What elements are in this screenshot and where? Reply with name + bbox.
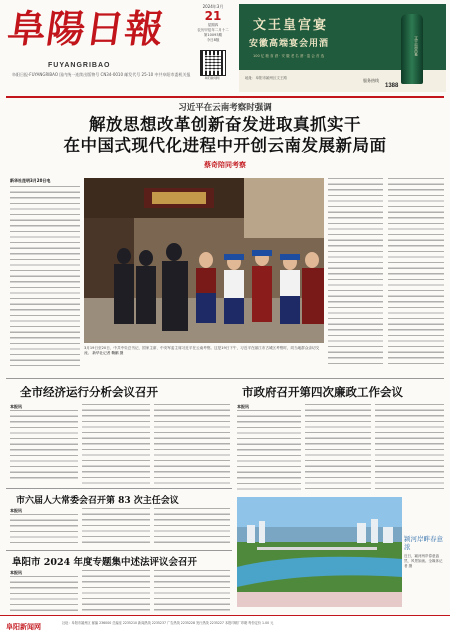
- footer-logo[interactable]: 阜阳新闻网: [6, 623, 41, 631]
- river-photo-caption: 近日，颍河两岸春意盎然，风景如画。全媒体记者 摄: [404, 554, 443, 568]
- lead-headline-line-2: 在中国式现代化进程中开创云南发展新局面: [63, 136, 387, 155]
- photo-credit: 新华社记者 鞠鹏 摄: [92, 351, 124, 355]
- section-divider: [6, 378, 444, 379]
- text-filler: [10, 410, 78, 482]
- advertisement[interactable]: [239, 4, 446, 92]
- lead-column-right-1: [328, 178, 383, 368]
- section-divider: [6, 550, 232, 551]
- qr-code-icon[interactable]: [200, 50, 226, 76]
- bottle-icon: [401, 14, 423, 84]
- npc-dateline: 本报讯: [10, 508, 22, 513]
- ad-tagline: 100 亿 粮 食 酒 · 安 徽 老 名 酒 · 宴 会 首 选: [253, 54, 325, 58]
- economy-col-1: [10, 404, 78, 484]
- page-footer: [0, 615, 450, 641]
- bottle-label: 文王皇宫宴: [414, 36, 419, 56]
- date-lunar: 农历甲辰年二月十二: [197, 28, 229, 32]
- river-photo[interactable]: [237, 497, 444, 607]
- topic-col-2: [82, 570, 150, 612]
- clean-gov-col-3: [375, 404, 444, 492]
- lead-dateline: 新华社昆明3月20日电: [10, 178, 51, 183]
- topic-col-1: [10, 570, 78, 612]
- masthead-logo: 阜陽日報: [4, 6, 168, 51]
- lead-byline: 蔡奇陪同考察: [204, 160, 246, 169]
- footer-info: 社址：阜阳市颍州区 邮编 236000 总编室 2235210 新闻热线 2235237 广告热线 2235228 发行热线 2235227 本报印刷厂印刷 每份定价 1.00 元: [62, 621, 274, 625]
- lead-column-left: [10, 178, 80, 368]
- river-photo-title: 颍河岸畔春意浓: [404, 535, 443, 551]
- lead-photo-caption: [84, 346, 324, 356]
- ad-phone: 1388: [385, 83, 399, 89]
- issue-number: 第10093期: [203, 33, 223, 37]
- ad-subtitle: 安徽高端宴会用酒: [249, 39, 330, 49]
- lead-headline-line-1: 解放思想改革创新奋发进取真抓实干: [89, 115, 361, 134]
- qr-label: 阜阳新闻网: [204, 76, 220, 80]
- ad-title: 文王皇宫宴: [253, 18, 329, 33]
- date-weekday: 星期四: [207, 23, 219, 27]
- clean-gov-col-1: [237, 404, 301, 492]
- text-filler: [10, 576, 78, 612]
- lead-kicker: 习近平在云南考察时强调: [178, 103, 272, 113]
- npc-col-2: [82, 508, 150, 546]
- clean-gov-headline[interactable]: 市政府召开第四次廉政工作会议: [242, 385, 403, 399]
- economy-headline[interactable]: 全市经济运行分析会议召开: [20, 385, 158, 399]
- topic-dateline: 本报讯: [10, 570, 22, 575]
- date-day: 21: [204, 9, 222, 23]
- text-filler: [10, 186, 80, 366]
- ad-location: 地址：阜阳市颍州区文王路: [245, 76, 287, 80]
- page-count: 今日8版: [206, 38, 220, 42]
- lead-photo[interactable]: [84, 178, 324, 343]
- river-photo-scene: [237, 497, 402, 607]
- date-box: [196, 4, 230, 43]
- lead-photo-scene: [84, 178, 324, 343]
- lead-column-right-2: [388, 178, 444, 368]
- npc-col-1: [10, 508, 78, 546]
- text-filler: [237, 410, 301, 490]
- clean-gov-col-2: [305, 404, 371, 492]
- section-divider: [6, 488, 232, 489]
- economy-col-2: [82, 404, 150, 484]
- npc-headline[interactable]: 市六届人大常委会召开第 83 次主任会议: [16, 496, 179, 506]
- masthead-info: 阜阳日报·FUYANGRIBAO 国内统一连续出版物号 CN34-0010 邮发代号 25-10 中共阜阳市委机关报: [12, 72, 191, 77]
- topic-headline[interactable]: 阜阳市 2024 年度专题集中述法评议会召开: [12, 557, 198, 568]
- ad-hotline-label: 服务热线: [363, 78, 379, 83]
- masthead-pinyin: FUYANGRIBAO: [48, 62, 111, 69]
- date-year-month: 2024年3月: [202, 4, 224, 9]
- economy-dateline: 本报讯: [10, 404, 22, 409]
- topic-col-3: [154, 570, 230, 612]
- photo-caption-text: 3月19日至20日，中共中央总书记、国家主席、中央军委主席习近平在云南考察。这是19日下午，习近平在丽江市古城区考察时，同当地群众亲切交流。: [84, 346, 320, 355]
- lead-headline[interactable]: [0, 114, 450, 156]
- text-filler: [10, 514, 78, 546]
- npc-col-3: [154, 508, 230, 546]
- masthead-divider: [6, 96, 444, 98]
- economy-col-3: [154, 404, 230, 484]
- clean-gov-dateline: 本报讯: [237, 404, 249, 409]
